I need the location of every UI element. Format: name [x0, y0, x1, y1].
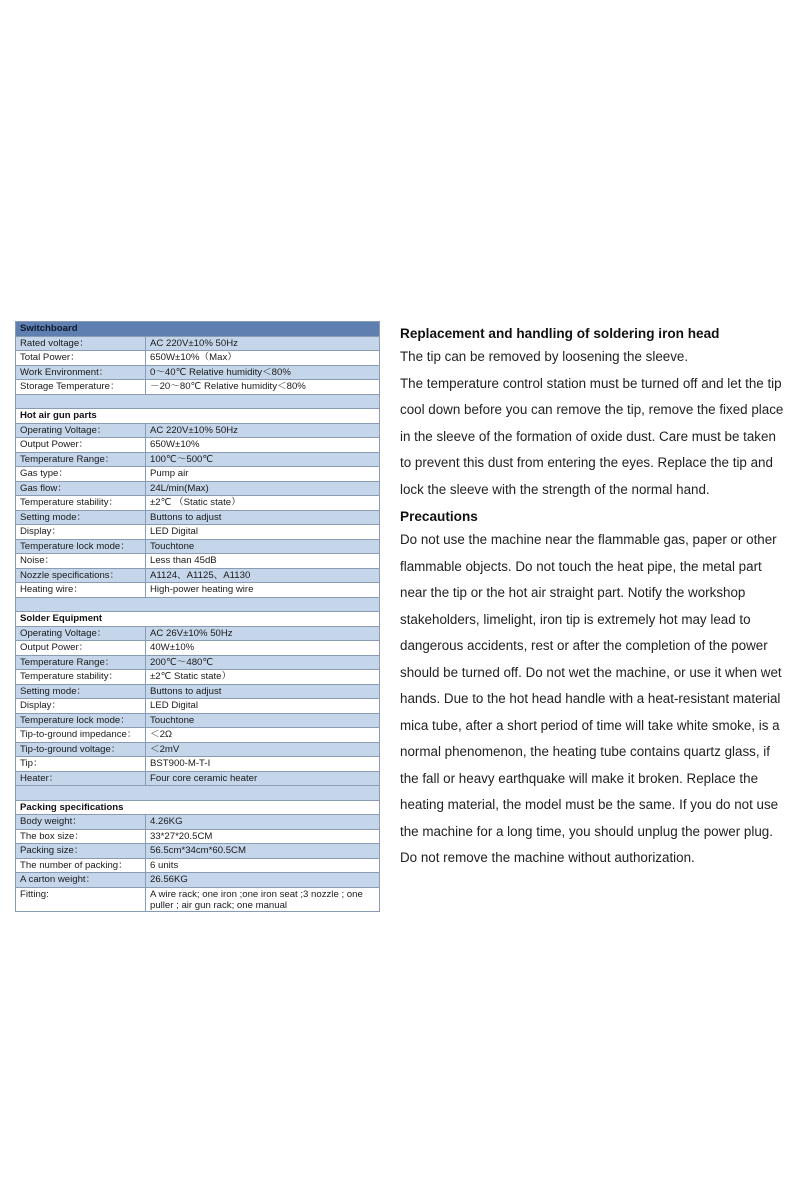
- spec-value: LED Digital: [146, 699, 380, 714]
- spec-row: [16, 844, 380, 859]
- spec-value: BST900-M-T-I: [146, 757, 380, 772]
- section-title: Packing specifications: [16, 800, 380, 815]
- spec-label: Temperature stability：: [16, 670, 146, 685]
- spec-row: [16, 481, 380, 496]
- spec-row: [16, 684, 380, 699]
- spec-row: [16, 641, 380, 656]
- section-header: [16, 800, 380, 815]
- text-line: normal phenomenon, the heating tube contains quartz glass, if: [400, 744, 770, 759]
- spec-value: Buttons to adjust: [146, 510, 380, 525]
- spec-row: [16, 873, 380, 888]
- spec-row: [16, 568, 380, 583]
- spec-label: Temperature lock mode：: [16, 713, 146, 728]
- spec-value: 100℃～500℃: [146, 452, 380, 467]
- text-line: the machine for a long time, you should unplug the power plug.: [400, 823, 773, 839]
- text-line: Do not use the machine near the flammable gas, paper or other: [400, 532, 777, 547]
- section-spacer: [16, 786, 380, 801]
- spec-label: Rated voltage：: [16, 336, 146, 351]
- spec-value: 200℃～480℃: [146, 655, 380, 670]
- spec-row: [16, 858, 380, 873]
- text-line: in the sleeve of the formation of oxide dust. Care must be taken: [400, 428, 776, 444]
- spec-value: 4.26KG: [146, 815, 380, 830]
- spec-value: Buttons to adjust: [146, 684, 380, 699]
- text-line: hands. Due to the hot head handle with a heat-resistant material: [400, 691, 781, 706]
- spec-label: A carton weight：: [16, 873, 146, 888]
- precautions-heading: Precautions: [400, 509, 478, 524]
- spec-label: Temperature Range：: [16, 655, 146, 670]
- spec-row: [16, 525, 380, 540]
- text-line: flammable objects. Do not touch the heat pipe, the metal part: [400, 558, 762, 574]
- text-line: Do not remove the machine without authorization.: [400, 850, 695, 865]
- spec-value: 650W±10%（Max）: [146, 351, 380, 366]
- spec-value: ＜2Ω: [146, 728, 380, 743]
- spec-row: [16, 887, 380, 911]
- spec-value: 33*27*20.5CM: [146, 829, 380, 844]
- spec-value: －20～80℃ Relative humidity＜80%: [146, 380, 380, 395]
- spec-row: [16, 365, 380, 380]
- spec-table: [15, 321, 380, 912]
- section-title: Switchboard: [16, 322, 380, 337]
- spec-label: Operating Voltage：: [16, 626, 146, 641]
- spec-row: [16, 336, 380, 351]
- spec-row: [16, 452, 380, 467]
- section-header: [16, 322, 380, 337]
- spec-row: [16, 510, 380, 525]
- precautions-text: [400, 527, 790, 872]
- spec-label: Tip：: [16, 757, 146, 772]
- spec-label: Packing size：: [16, 844, 146, 859]
- spec-value: 650W±10%: [146, 438, 380, 453]
- spec-label: Operating Voltage：: [16, 423, 146, 438]
- spec-row: [16, 699, 380, 714]
- spec-value: 24L/min(Max): [146, 481, 380, 496]
- spec-row: [16, 423, 380, 438]
- spec-value: Less than 45dB: [146, 554, 380, 569]
- section-spacer: [16, 597, 380, 612]
- section-title: Hot air gun parts: [16, 409, 380, 424]
- spec-label: Heater：: [16, 771, 146, 786]
- text-line: stakeholders, limelight, iron tip is extremely hot may lead to: [400, 611, 751, 627]
- text-line: cool down before you can remove the tip, remove the fixed place: [400, 402, 784, 417]
- text-line: should be turned off. Do not wet the machine, or use it when wet: [400, 664, 782, 680]
- spec-label: Temperature Range：: [16, 452, 146, 467]
- notes-panel: [400, 324, 790, 872]
- text-line: mica tube, after a short period of time will take white smoke, is a: [400, 717, 780, 733]
- spec-row: [16, 829, 380, 844]
- text-line: The temperature control station must be turned off and let the tip: [400, 375, 782, 391]
- spec-value: 6 units: [146, 858, 380, 873]
- section-header: [16, 409, 380, 424]
- spec-value: AC 26V±10% 50Hz: [146, 626, 380, 641]
- spec-label: Tip-to-ground impedance：: [16, 728, 146, 743]
- spec-row: [16, 742, 380, 757]
- text-line: The tip can be removed by loosening the sleeve.: [400, 349, 689, 364]
- spec-value: AC 220V±10% 50Hz: [146, 336, 380, 351]
- spec-label: Noise：: [16, 554, 146, 569]
- spec-value: A1124、A1125、A1130: [146, 568, 380, 583]
- spec-label: Display：: [16, 699, 146, 714]
- spec-label: Tip-to-ground voltage：: [16, 742, 146, 757]
- spec-row: [16, 467, 380, 482]
- spec-row: [16, 438, 380, 453]
- spec-value: LED Digital: [146, 525, 380, 540]
- section-header: [16, 612, 380, 627]
- spec-value: Touchtone: [146, 539, 380, 554]
- spec-row: [16, 351, 380, 366]
- spec-row: [16, 655, 380, 670]
- replacement-heading: Replacement and handling of soldering iron head: [400, 326, 720, 341]
- spec-value: High-power heating wire: [146, 583, 380, 598]
- text-line: near the tip or the hot air straight part. Notify the workshop: [400, 585, 746, 600]
- section-title: Solder Equipment: [16, 612, 380, 627]
- spec-label: Fitting:: [16, 887, 146, 911]
- spec-value: ＜2mV: [146, 742, 380, 757]
- spec-row: [16, 728, 380, 743]
- spec-label: Output Power：: [16, 641, 146, 656]
- spec-row: [16, 771, 380, 786]
- text-line: lock the sleeve with the strength of the normal hand.: [400, 481, 710, 497]
- spec-label: Output Power：: [16, 438, 146, 453]
- spec-value: 26.56KG: [146, 873, 380, 888]
- spec-row: [16, 757, 380, 772]
- spec-label: Work Environment：: [16, 365, 146, 380]
- spec-value: 40W±10%: [146, 641, 380, 656]
- spec-label: Display：: [16, 525, 146, 540]
- spec-value: A wire rack; one iron ;one iron seat ;3 nozzle ; one puller ; air gun rack; one manual: [146, 887, 380, 911]
- replacement-text: [400, 344, 790, 503]
- spec-row: [16, 496, 380, 511]
- spec-label: Gas flow：: [16, 481, 146, 496]
- spec-label: Gas type：: [16, 467, 146, 482]
- text-line: dangerous accidents, rest or after the completion of the power: [400, 638, 768, 653]
- spec-value: 0～40℃ Relative humidity＜80%: [146, 365, 380, 380]
- text-line: to prevent this dust from entering the eyes. Replace the tip and: [400, 455, 773, 470]
- spec-label: Total Power：: [16, 351, 146, 366]
- spec-row: [16, 539, 380, 554]
- text-line: heating material, the model must be the same. If you do not use: [400, 797, 779, 812]
- spec-row: [16, 713, 380, 728]
- text-line: the fall or heavy earthquake will make it broken. Replace the: [400, 770, 759, 786]
- section-spacer: [16, 394, 380, 409]
- spec-value: ±2℃ （Static state）: [146, 496, 380, 511]
- spec-label: Nozzle specifications：: [16, 568, 146, 583]
- spec-value: ±2℃ Static state）: [146, 670, 380, 685]
- spec-row: [16, 554, 380, 569]
- spec-value: 56.5cm*34cm*60.5CM: [146, 844, 380, 859]
- spec-row: [16, 670, 380, 685]
- spec-row: [16, 380, 380, 395]
- spec-label: Temperature lock mode：: [16, 539, 146, 554]
- spec-label: The number of packing：: [16, 858, 146, 873]
- spec-label: Setting mode：: [16, 510, 146, 525]
- spec-value: Four core ceramic heater: [146, 771, 380, 786]
- spec-table-body: [16, 322, 380, 912]
- spec-label: Storage Temperature：: [16, 380, 146, 395]
- spec-label: Heating wire：: [16, 583, 146, 598]
- spec-row: [16, 583, 380, 598]
- spec-label: The box size：: [16, 829, 146, 844]
- spec-value: Pump air: [146, 467, 380, 482]
- spec-value: AC 220V±10% 50Hz: [146, 423, 380, 438]
- spec-row: [16, 815, 380, 830]
- spec-row: [16, 626, 380, 641]
- spec-label: Setting mode：: [16, 684, 146, 699]
- spec-label: Body weight：: [16, 815, 146, 830]
- spec-label: Temperature stability：: [16, 496, 146, 511]
- spec-value: Touchtone: [146, 713, 380, 728]
